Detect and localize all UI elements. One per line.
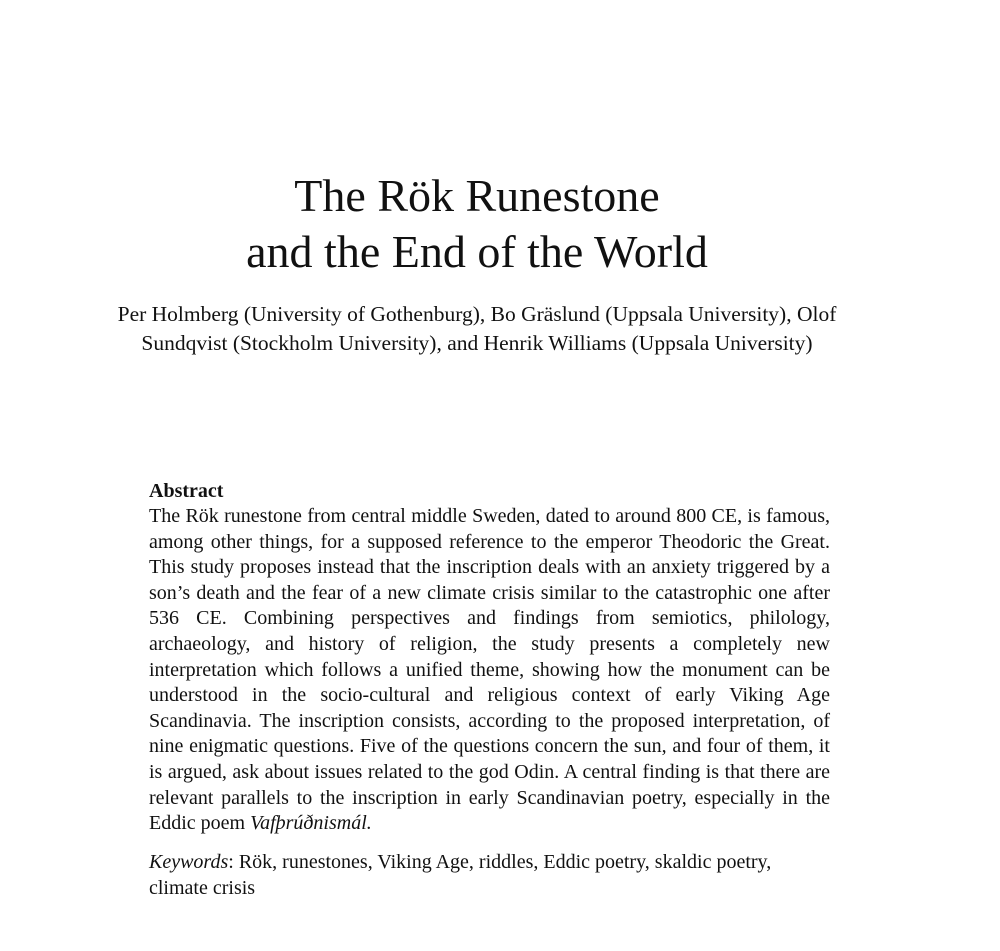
abstract-body xyxy=(149,504,830,837)
keywords-separator: : xyxy=(228,850,239,873)
title-line-2: and the End of the World xyxy=(246,226,708,277)
abstract-section xyxy=(149,478,830,901)
poem-title: Vafþrúðnismál. xyxy=(250,812,372,835)
keywords-text: Rök, runestones, Viking Age, riddles, Eddic poetry, skaldic poetry, climate crisis xyxy=(149,850,772,899)
paper-title xyxy=(0,168,954,280)
keywords-label: Keywords xyxy=(149,850,229,873)
title-line-1: The Rök Runestone xyxy=(294,170,660,221)
author-list: Per Holmberg (University of Gothenburg), Bo Gräslund (Uppsala University), Olof Sundqvist (Stockholm University), and Henrik Williams (Uppsala University) xyxy=(117,302,837,355)
abstract-heading: Abstract xyxy=(149,480,224,502)
keywords xyxy=(149,849,830,901)
abstract-text: The Rök runestone from central middle Sweden, dated to around 800 CE, is famous, among other things, for a supposed reference to the emperor Theodoric the Great. This study proposes instead that the inscription deals with an anxiety triggered by a son’s death and the fear of a new climate crisis similar to the catastrophic one after 536 CE. Combining perspectives and findings from semiotics, philology, archaeology, and history of religion, the study presents a completely new interpretation which follows a unified theme, showing how the monument can be understood in the socio-cultural and religious context of early Viking Age Scandinavia. The inscription consists, according to the proposed interpretation, of nine enigmatic questions. Five of the questions concern the sun, and four of them, it is argued, ask about issues related to the god Odin. A central finding is that there are relevant parallels to the inscription in early Scandinavian poetry, especially in the Eddic poem xyxy=(149,505,830,835)
